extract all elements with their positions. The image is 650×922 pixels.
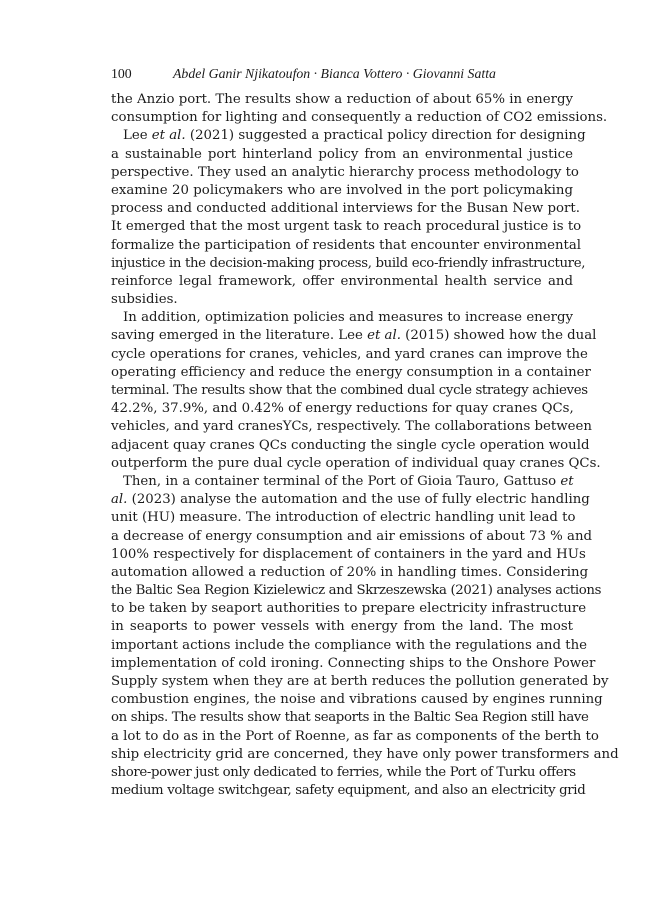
text-line: Lee et al. (2021) suggested a practical policy direction for designing <box>123 128 586 144</box>
citation-etal: et <box>560 473 574 489</box>
text-line: examine 20 policymakers who are involved in the port policymaking <box>111 182 573 198</box>
citation-etal: et al. <box>367 328 401 344</box>
body-text <box>111 91 619 800</box>
text-line: saving emerged in the literature. Lee et al. (2015) showed how the dual <box>111 328 597 344</box>
text-line: outperform the pure dual cycle operation of individual quay cranes QCs. <box>111 455 601 471</box>
text-line: subsidies. <box>111 292 178 308</box>
text-line: Supply system when they are at berth reduces the pollution generated by <box>111 674 609 689</box>
text-line: perspective. They used an analytic hierarchy process methodology to <box>111 164 579 180</box>
text-line: the Baltic Sea Region Kizielewicz and Skrzeszewska (2021) analyses actions <box>111 583 602 599</box>
running-head-authors: Abdel Ganir Njikatoufon · Bianca Vottero · Giovanni Satta <box>173 66 496 81</box>
text-line: the Anzio port. The results show a reduction of about 65% in energy <box>111 92 573 107</box>
text-line: 100% respectively for displacement of containers in the yard and HUs <box>111 546 586 562</box>
text-line: adjacent quay cranes QCs conducting the single cycle operation would <box>111 437 590 453</box>
page-number: 100 <box>111 66 132 81</box>
text-line: 42.2%, 37.9%, and 0.42% of energy reductions for quay cranes QCs, <box>111 401 574 417</box>
text-line: injustice in the decision-making process, build eco-friendly infrastructure, <box>111 255 586 271</box>
text-line: vehicles, and yard cranesYCs, respectively. The collaborations between <box>111 419 592 435</box>
text-line: to be taken by seaport authorities to prepare electricity infrastructure <box>111 601 587 617</box>
text-line: reinforce legal framework, offer environmental health service and <box>111 273 573 289</box>
text-line: medium voltage switchgear, safety equipment, and also an electricity grid <box>111 783 586 799</box>
text-line: consumption for lighting and consequently a reduction of CO2 emissions. <box>111 110 608 126</box>
text-line: al. (2023) analyse the automation and the use of fully electric handling <box>111 492 590 508</box>
text-line: process and conducted additional interviews for the Busan New port. <box>111 201 580 217</box>
text-line: shore-power just only dedicated to ferries, while the Port of Turku offers <box>111 764 576 780</box>
text-line: It emerged that the most urgent task to reach procedural justice is to <box>111 219 582 235</box>
text-line: ship electricity grid are concerned, they have only power transformers and <box>111 746 619 762</box>
citation-etal: et al. <box>151 128 186 144</box>
text-line: In addition, optimization policies and measures to increase energy <box>123 310 573 326</box>
text-line: implementation of cold ironing. Connecting ships to the Onshore Power <box>111 655 596 671</box>
text-line: a lot to do as in the Port of Roenne, as far as components of the berth to <box>111 728 599 744</box>
text-line: formalize the participation of residents that encounter environmental <box>111 237 582 253</box>
citation-etal: al. <box>111 492 128 508</box>
text-line: important actions include the compliance with the regulations and the <box>111 637 588 653</box>
text-line: automation allowed a reduction of 20% in handling times. Considering <box>111 564 589 580</box>
text-line: a sustainable port hinterland policy from an environmental justice <box>111 146 573 162</box>
text-line: terminal. The results show that the combined dual cycle strategy achieves <box>111 383 588 398</box>
text-line: combustion engines, the noise and vibrations caused by engines running <box>111 692 603 708</box>
text-line: a decrease of energy consumption and air emissions of about 73 % and <box>111 528 593 544</box>
running-header <box>111 66 540 84</box>
text-line: operating efficiency and reduce the energy consumption in a container <box>111 364 591 380</box>
text-line: unit (HU) measure. The introduction of electric handling unit lead to <box>111 510 576 526</box>
text-line: cycle operations for cranes, vehicles, and yard cranes can improve the <box>111 346 588 362</box>
text-line: on ships. The results show that seaports in the Baltic Sea Region still have <box>111 710 589 726</box>
text-line: Then, in a container terminal of the Port of Gioia Tauro, Gattuso et <box>123 473 574 489</box>
text-line: in seaports to power vessels with energy from the land. The most <box>111 619 573 635</box>
